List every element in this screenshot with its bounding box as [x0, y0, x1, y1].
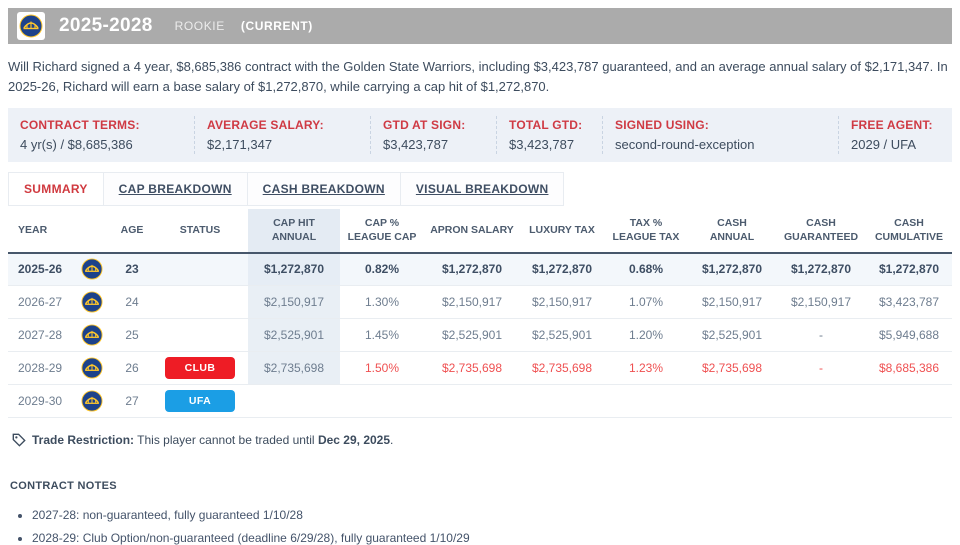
luxury-tax-cell: $2,525,901	[520, 319, 604, 352]
ufa-badge: UFA	[165, 390, 235, 412]
header-age: AGE	[112, 209, 152, 252]
tax-pct-cell	[604, 385, 688, 418]
contract-type-label: ROOKIE	[174, 19, 225, 33]
luxury-tax-cell: $2,735,698	[520, 352, 604, 385]
year-cell: 2026-27	[8, 286, 72, 319]
cash-annual-cell: $2,735,698	[688, 352, 776, 385]
term-value: $3,423,787	[383, 137, 449, 153]
term-free-agent	[838, 116, 952, 154]
apron-salary-cell	[424, 385, 520, 418]
age-cell: 27	[112, 385, 152, 418]
header-cash-guaranteed: CASH GUARANTEED	[776, 209, 866, 252]
term-value: $3,423,787	[509, 137, 575, 153]
cap-pct-cell: 1.45%	[340, 319, 424, 352]
cash-annual-cell: $2,525,901	[688, 319, 776, 352]
cash-guaranteed-cell	[776, 385, 866, 418]
team-logo-icon	[72, 319, 112, 352]
age-cell: 25	[112, 319, 152, 352]
tax-pct-cell: 1.20%	[604, 319, 688, 352]
header-tax-pct: TAX % LEAGUE TAX	[604, 209, 688, 252]
cash-cumulative-cell: $5,949,688	[866, 319, 952, 352]
contract-terms-bar	[8, 108, 952, 162]
tax-pct-cell: 1.07%	[604, 286, 688, 319]
term-contract-terms	[8, 116, 194, 154]
term-label: AVERAGE SALARY:	[207, 118, 324, 133]
team-logo-icon	[72, 352, 112, 385]
header-cash-annual: CASH ANNUAL	[688, 209, 776, 252]
luxury-tax-cell	[520, 385, 604, 418]
age-cell: 23	[112, 253, 152, 286]
header-luxury-tax: LUXURY TAX	[520, 209, 604, 252]
table-row	[8, 319, 952, 352]
warriors-logo-icon	[19, 14, 43, 38]
term-label: CONTRACT TERMS:	[20, 118, 140, 133]
trade-restriction-note	[12, 433, 952, 447]
table-row	[8, 286, 952, 319]
table-header-row	[8, 209, 952, 252]
term-signed-using	[602, 116, 838, 154]
header-year: YEAR	[8, 209, 72, 252]
tab-summary[interactable]: SUMMARY	[8, 172, 104, 206]
tab-visual-breakdown[interactable]: VISUAL BREAKDOWN	[401, 172, 565, 206]
header-cap-pct: CAP % LEAGUE CAP	[340, 209, 424, 252]
age-cell: 24	[112, 286, 152, 319]
term-value: $2,171,347	[207, 137, 273, 153]
cash-annual-cell	[688, 385, 776, 418]
apron-salary-cell: $1,272,870	[424, 253, 520, 286]
trade-restriction-icon	[12, 433, 26, 447]
contract-note-item: • 2027-28: non-guaranteed, fully guaranteed 1/10/28	[32, 508, 952, 522]
apron-salary-cell: $2,735,698	[424, 352, 520, 385]
contract-note-item: • 2028-29: Club Option/non-guaranteed (deadline 6/29/28), fully guaranteed 1/10/29	[32, 531, 952, 545]
cash-guaranteed-cell: -	[776, 352, 866, 385]
cap-hit-cell: $2,150,917	[248, 286, 340, 319]
cap-pct-cell: 0.82%	[340, 253, 424, 286]
club-option-badge: CLUB	[165, 357, 235, 379]
table-row	[8, 385, 952, 418]
cash-guaranteed-cell: $2,150,917	[776, 286, 866, 319]
cap-hit-cell: $2,525,901	[248, 319, 340, 352]
apron-salary-cell: $2,525,901	[424, 319, 520, 352]
year-cell: 2025-26	[8, 253, 72, 286]
contract-notes-list	[8, 508, 952, 545]
year-cell: 2028-29	[8, 352, 72, 385]
cap-hit-cell: $1,272,870	[248, 253, 340, 286]
header-status: STATUS	[152, 209, 248, 252]
cash-annual-cell: $1,272,870	[688, 253, 776, 286]
term-total-gtd	[496, 116, 602, 154]
cap-hit-cell: $2,735,698	[248, 352, 340, 385]
term-label: GTD AT SIGN:	[383, 118, 466, 133]
term-label: SIGNED USING:	[615, 118, 709, 133]
term-average-salary	[194, 116, 370, 154]
cap-pct-cell: 1.30%	[340, 286, 424, 319]
term-value: 2029 / UFA	[851, 137, 917, 153]
status-cell	[152, 253, 248, 286]
trade-restriction-text: Trade Restriction: This player cannot be traded until Dec 29, 2025.	[32, 433, 394, 448]
luxury-tax-cell: $2,150,917	[520, 286, 604, 319]
contract-years-title: 2025-2028	[59, 15, 153, 36]
contract-notes-heading: CONTRACT NOTES	[10, 480, 117, 493]
contract-summary-text: Will Richard signed a 4 year, $8,685,386 contract with the Golden State Warriors, including $3,423,787 guaranteed, and an average annual salary of $2,171,347. In 2025-26, Richard will earn a base salary of $1,272,870, while carrying a cap hit of $1,272,870.	[8, 59, 948, 95]
salary-table	[8, 209, 952, 418]
status-cell	[152, 352, 248, 385]
table-row	[8, 352, 952, 385]
status-cell	[152, 385, 248, 418]
term-gtd-at-sign	[370, 116, 496, 154]
term-label: FREE AGENT:	[851, 118, 933, 133]
cash-guaranteed-cell: $1,272,870	[776, 253, 866, 286]
age-cell: 26	[112, 352, 152, 385]
tab-cash-breakdown[interactable]: CASH BREAKDOWN	[248, 172, 401, 206]
table-row	[8, 253, 952, 286]
cash-cumulative-cell	[866, 385, 952, 418]
status-cell	[152, 286, 248, 319]
cap-hit-cell	[248, 385, 340, 418]
tax-pct-cell: 0.68%	[604, 253, 688, 286]
contract-status-label: (CURRENT)	[240, 19, 313, 33]
tax-pct-cell: 1.23%	[604, 352, 688, 385]
contract-title-bar	[8, 8, 952, 44]
cap-pct-cell	[340, 385, 424, 418]
cash-annual-cell: $2,150,917	[688, 286, 776, 319]
team-logo-icon	[72, 286, 112, 319]
cash-cumulative-cell: $1,272,870	[866, 253, 952, 286]
term-label: TOTAL GTD:	[509, 118, 583, 133]
team-logo-icon	[72, 253, 112, 286]
team-logo-tile	[17, 12, 45, 40]
cash-cumulative-cell: $3,423,787	[866, 286, 952, 319]
header-apron-salary: APRON SALARY	[424, 209, 520, 252]
status-cell	[152, 319, 248, 352]
cap-pct-cell: 1.50%	[340, 352, 424, 385]
apron-salary-cell: $2,150,917	[424, 286, 520, 319]
term-value: second-round-exception	[615, 137, 755, 153]
term-value: 4 yr(s) / $8,685,386	[20, 137, 133, 153]
breakdown-tabs	[8, 172, 952, 206]
header-cash-cumulative: CASH CUMULATIVE	[866, 209, 952, 252]
cash-cumulative-cell: $8,685,386	[866, 352, 952, 385]
header-cap-hit: CAP HIT ANNUAL	[248, 209, 340, 252]
tab-cap-breakdown[interactable]: CAP BREAKDOWN	[104, 172, 248, 206]
year-cell: 2027-28	[8, 319, 72, 352]
header-team	[72, 209, 112, 252]
cash-guaranteed-cell: -	[776, 319, 866, 352]
team-logo-icon	[72, 385, 112, 418]
luxury-tax-cell: $1,272,870	[520, 253, 604, 286]
year-cell: 2029-30	[8, 385, 72, 418]
